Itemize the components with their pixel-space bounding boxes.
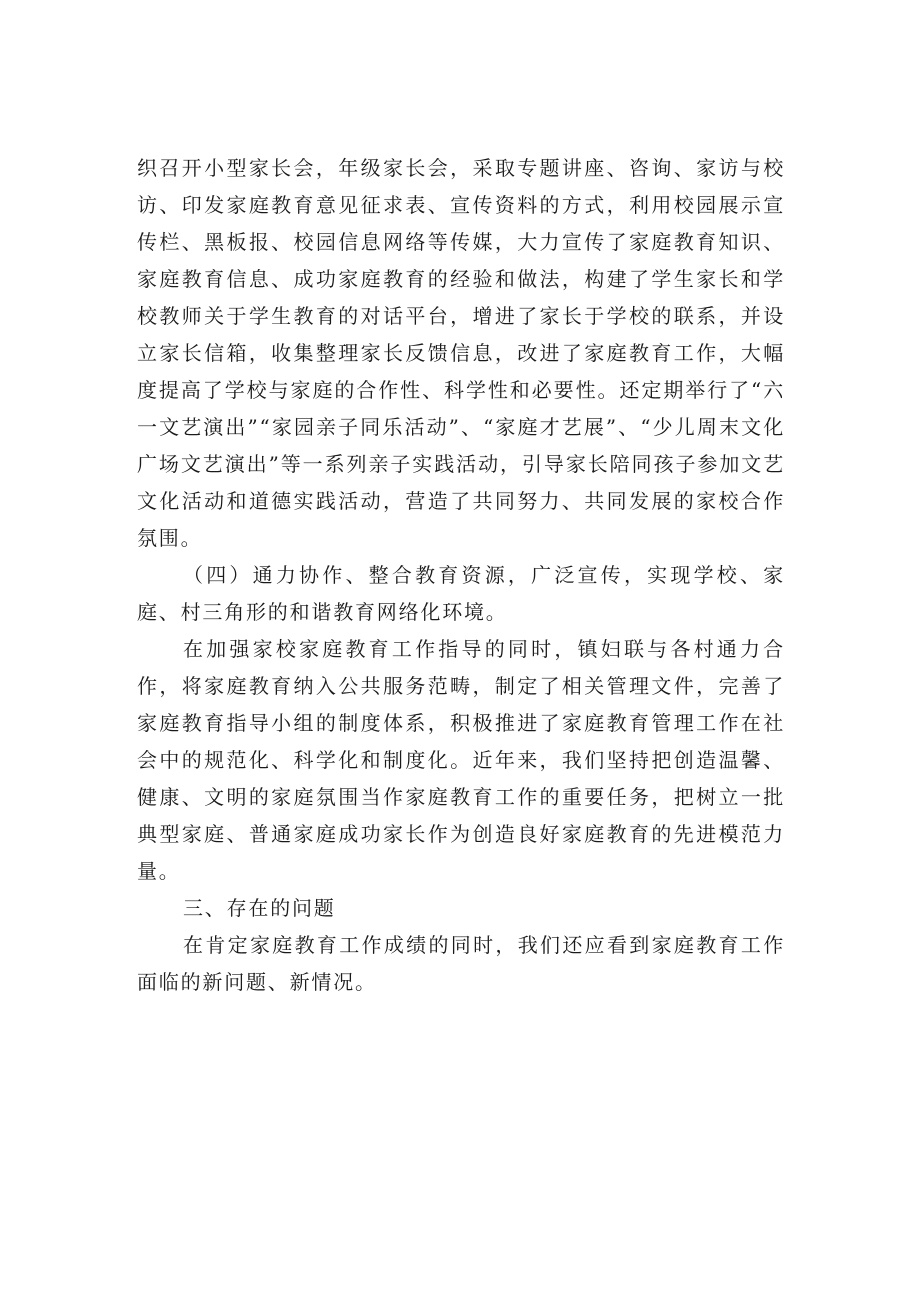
subsection-heading: （四）通力协作、整合教育资源，广泛宣传，实现学校、家庭、村三角形的和谐教育网络化环境。 bbox=[137, 563, 785, 624]
paragraph-body: 在肯定家庭教育工作成绩的同时，我们还应看到家庭教育工作面临的新问题、新情况。 bbox=[137, 933, 785, 994]
section-heading: 三、存在的问题 bbox=[183, 896, 336, 920]
paragraph-continuation: 织召开小型家长会，年级家长会，采取专题讲座、咨询、家访与校访、印发家庭教育意见征求表、宣传资料的方式，利用校园展示宣传栏、黑板报、校园信息网络等传媒，大力宣传了家庭教育知识、家庭教育信息、成功家庭教育的经验和做法，构建了学生家长和学校教师关于学生教育的对话平台，增进了家长于学校的联系，并设立家长信箱，收集整理家长反馈信息，改进了家庭教育工作，大幅度提高了学校与家庭的合作性、科学性和必要性。还定期举行了“六一文艺演出”“家园亲子同乐活动”、“家庭才艺展”、“少儿周末文化广场文艺演出”等一系列亲子实践活动，引导家长陪同孩子参加文艺文化活动和道德实践活动，营造了共同努力、共同发展的家校合作氛围。 bbox=[137, 156, 785, 550]
document-body bbox=[137, 150, 785, 1001]
paragraph-body: 在加强家校家庭教育工作指导的同时，镇妇联与各村通力合作，将家庭教育纳入公共服务范畴，制定了相关管理文件，完善了家庭教育指导小组的制度体系，积极推进了家庭教育管理工作在社会中的规范化、科学化和制度化。近年来，我们坚持把创造温馨、健康、文明的家庭氛围当作家庭教育工作的重要任务，把树立一批典型家庭、普通家庭成功家长作为创造良好家庭教育的先进模范力量。 bbox=[137, 637, 785, 883]
